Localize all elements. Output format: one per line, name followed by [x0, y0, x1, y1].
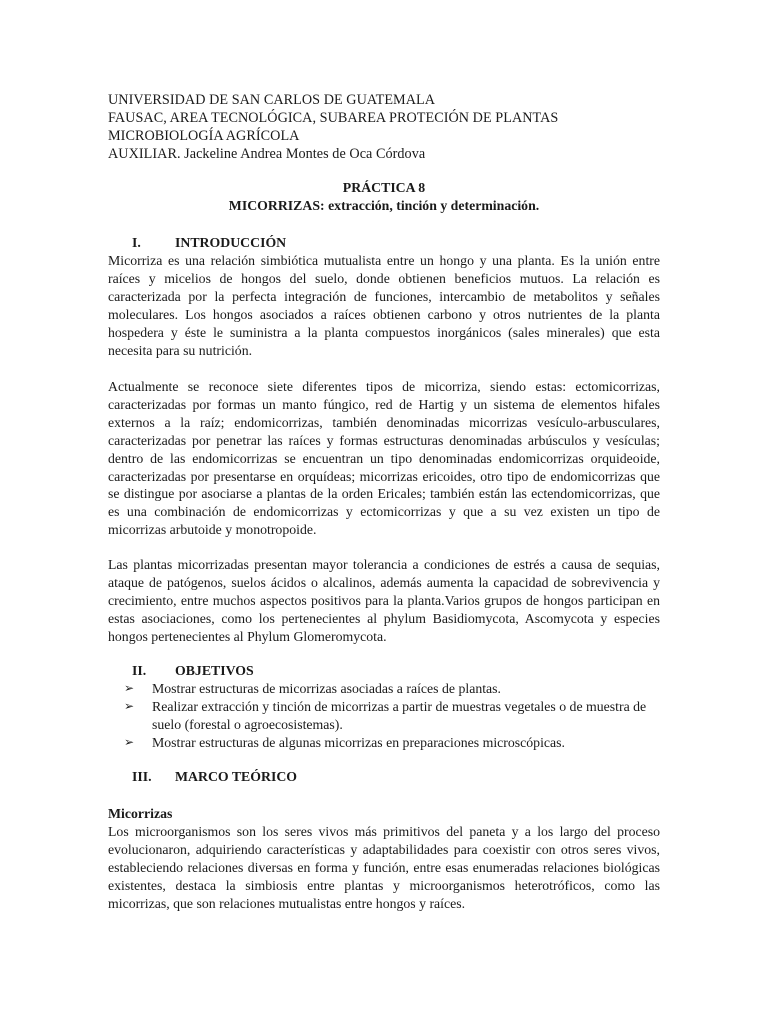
section-title: INTRODUCCIÓN	[175, 235, 287, 250]
practice-title: PRÁCTICA 8	[342, 180, 426, 195]
objectives-list	[124, 680, 660, 752]
section-title: OBJETIVOS	[175, 663, 254, 678]
subsection-heading-micorrizas: Micorrizas	[108, 806, 173, 821]
practice-subtitle: MICORRIZAS: extracción, tinción y determinación.	[228, 198, 540, 213]
list-item	[124, 734, 660, 752]
header-faculty: FAUSAC, AREA TECNOLÓGICA, SUBAREA PROTECIÓN DE PLANTAS	[108, 110, 559, 126]
objective-text: Mostrar estructuras de algunas micorrizas en preparaciones microscópicas.	[152, 734, 565, 750]
intro-paragraph-1: Micorriza es una relación simbiótica mutualista entre un hongo y una planta. Es la unión entre raíces y micelios de hongos del suelo, donde obtienen beneficios mutuos. La relación es caracterizada por la perfecta integración de funciones, intercambio de metabolitos y señales moleculares. Los hongos asociados a raíces obtienen carbono y otros nutrientes de la planta hospedera y éste le suministra a la planta compuestos inorgánicos (sales minerales) que esta necesita para su nutrición.	[108, 253, 660, 358]
list-item	[124, 698, 660, 734]
header-university: UNIVERSIDAD DE SAN CARLOS DE GUATEMALA	[108, 92, 436, 108]
arrow-bullet-icon: ➢	[124, 698, 135, 713]
practice-title-block	[108, 179, 660, 215]
section-number: I.	[132, 235, 141, 250]
arrow-bullet-icon: ➢	[124, 734, 135, 749]
intro-paragraph-2: Actualmente se reconoce siete diferentes tipos de micorriza, siendo estas: ectomicorrizas, caracterizadas por formas un manto fúngico, red de Hartig y un sistema de elementos hifales externos a la raíz; endomicorrizas, también denominadas micorrizas vesículo-arbusculares, caracterizadas por penetrar las raíces y formas estructuras denominadas arbúsculos y vesículas; dentro de las endomicorrizas se encuentran un tipo denominadas endomicorrizas orquideoide, caracterizadas por presentarse en orquídeas; micorrizas ericoides, otro tipo de endomicorrizas que se distingue por asociarse a plantas de la orden Ericales; también están las ectendomicorrizas, que es una combinación de endomicorrizas y ectomicorrizas y que a su vez existen un tipo de micorrizas arbutoide y monotropoide.	[108, 379, 660, 538]
header-course: MICROBIOLOGÍA AGRÍCOLA	[108, 128, 300, 144]
section-title: MARCO TEÓRICO	[175, 769, 298, 784]
intro-paragraph-3: Las plantas micorrizadas presentan mayor tolerancia a condiciones de estrés a causa de sequias, ataque de patógenos, suelos ácidos o alcalinos, además aumenta la capacidad de sobrevivencia y crecimiento, entre muchos aspectos positivos para la planta.Varios grupos de hongos participan en estas asociaciones, como los pertenecientes al phylum Basidiomycota, Ascomycota y especies hongos pertenecientes al Phylum Glomeromycota.	[108, 557, 660, 644]
list-item	[124, 680, 660, 698]
section-number: II.	[132, 663, 147, 678]
header-assistant: AUXILIAR. Jackeline Andrea Montes de Oca Córdova	[108, 146, 426, 162]
objective-text: Realizar extracción y tinción de micorrizas a partir de muestras vegetales o de muestra de suelo (forestal o agroecosistemas).	[152, 698, 647, 732]
theory-paragraph-1: Los microorganismos son los seres vivos más primitivos del paneta y a los largo del proceso evolucionaron, adquiriendo características y adaptabilidades para coexistir con otros seres vivos, estableciendo relaciones diversas en forma y función, entre esas enumeradas relaciones biológicas existentes, destaca la simbiosis entre plantas y microorganismos heterotróficos, como las micorrizas, que son relaciones mutualistas entre hongos y raíces.	[108, 824, 660, 911]
institution-header	[108, 91, 668, 163]
section-number: III.	[132, 769, 152, 784]
objective-text: Mostrar estructuras de micorrizas asociadas a raíces de plantas.	[152, 681, 501, 696]
arrow-bullet-icon: ➢	[124, 681, 135, 695]
